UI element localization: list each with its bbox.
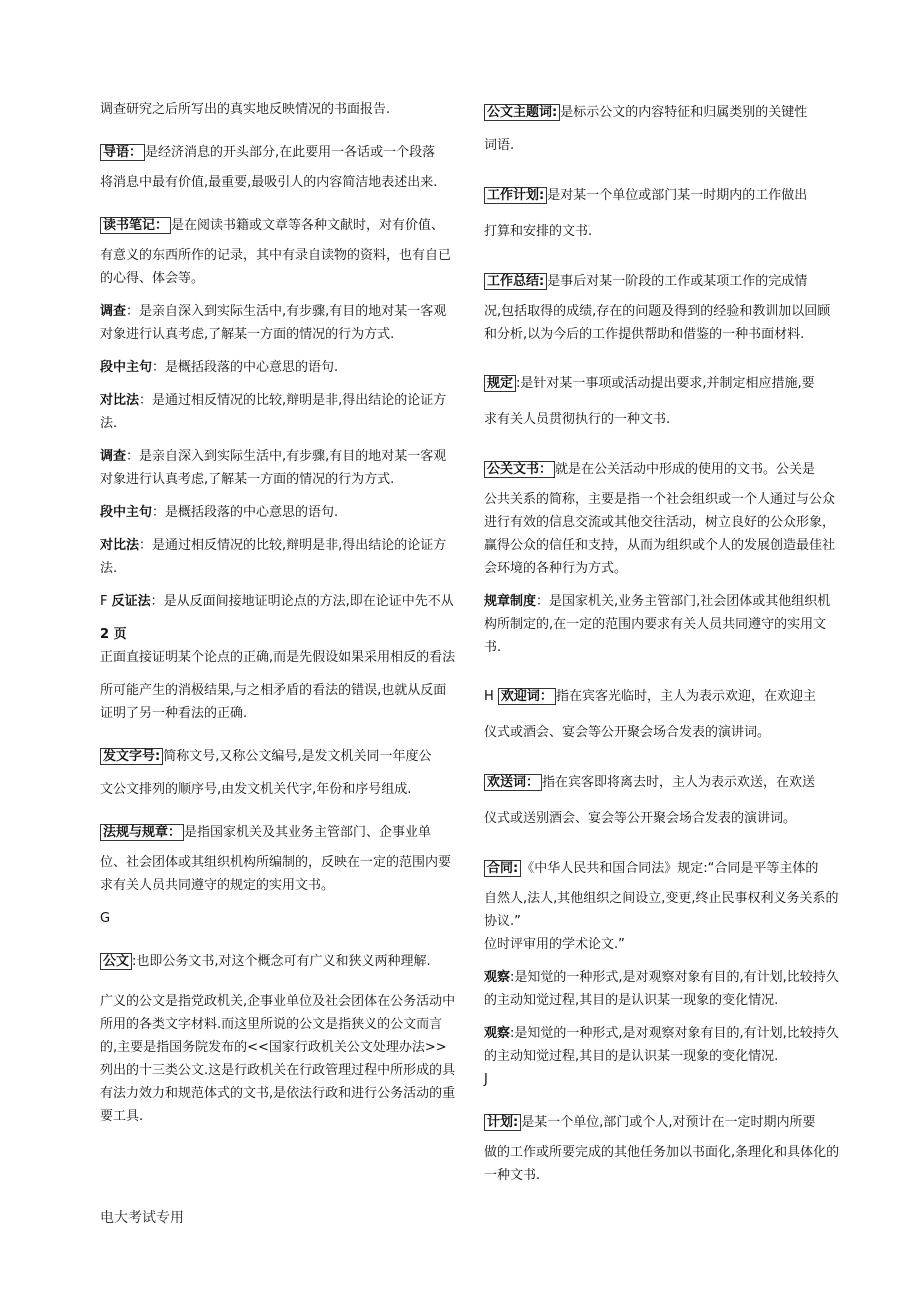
term-guizhang: 规章制度: [484, 594, 537, 609]
fawen-line1: 简称文号,又称公文编号,是发文机关同一年度公: [163, 749, 432, 764]
huanying-line1: 指在宾客光临时，主人为表示欢迎，在欢迎主: [555, 689, 816, 704]
jihua-line2: 打算和安排的文书.: [484, 224, 593, 239]
section-letter-f: F: [100, 594, 112, 609]
jihua-line1: 是对某一个单位或部门某一时期内的工作做出: [547, 188, 808, 203]
term-diaocha-1: 调查: [100, 304, 127, 319]
duanzhong1-text: ：是概括段落的中心意思的语句.: [152, 360, 339, 375]
entry-gongwen: [100, 944, 456, 980]
entry-diaocha-2: [100, 445, 456, 491]
page-footer: 电大考试专用: [100, 1210, 184, 1226]
section-letter-j: J: [484, 1072, 488, 1087]
guizhang-text: ：是国家机关,业务主管部门,社会团体或其他组织机构所制定的,在一定的范围内要求有关人员共同遵守的实用文书.: [484, 594, 831, 655]
term-jihua: 工作计划:: [484, 187, 547, 204]
term-duanzhong-2: 段中主句: [100, 505, 153, 520]
fawen-cont: [100, 775, 456, 805]
gongwen-line1: :也即公务文书,对这个概念可有广义和狭义两种理解.: [132, 954, 431, 969]
dushu-line1: 是在阅读书籍或文章等各种文献时，对有价值、: [171, 218, 445, 233]
gongguan-line1: 就是在公关活动中形成的使用的文书。公关是: [555, 462, 816, 477]
section-letter-h: H: [484, 689, 498, 704]
term-fawen: 发文字号:: [100, 748, 163, 765]
guiding-cont: [484, 402, 840, 438]
term-gongguan: 公关文书：: [484, 461, 555, 478]
term-huanying: 欢迎词：: [498, 688, 556, 705]
entry-duanzhong-1: [100, 356, 456, 379]
huansong-line2: 仪式或送别酒会、宴会等公开聚会场合发表的演讲词。: [484, 811, 797, 826]
jh-cont: [484, 1141, 840, 1187]
huansong-cont: [484, 801, 840, 837]
jh-line1: 是某一个单位,部门或个人,对预计在一定时期内所要: [521, 1115, 816, 1130]
entry-diaocha-1: [100, 300, 456, 346]
intro-text: 调查研究之后所写出的真实地反映情况的书面报告.: [100, 102, 391, 117]
term-hetong: 合同:: [484, 860, 521, 877]
term-duibi-2: 对比法: [100, 538, 140, 553]
page-marker: 2 页: [100, 627, 127, 642]
term-dushu: 读书笔记：: [100, 217, 171, 234]
fanzheng-cont-2: [100, 679, 456, 725]
term-guancha-2: 观察: [484, 1026, 511, 1041]
duibi2-text: ：是通过相反情况的比较,辩明是非,得出结论的论证方法.: [100, 538, 447, 576]
entry-huansong: [484, 765, 840, 801]
fawen-line2: 文公文排列的顺序号,由发文机关代字,年份和序号组成.: [100, 782, 412, 797]
jh-line2: 做的工作或所要完成的其他任务加以书面化,条理化和具体化的一种文书.: [484, 1145, 840, 1183]
entry-guancha-2: [484, 1022, 840, 1068]
dushu-cont: [100, 244, 456, 290]
entry-guizhang: [484, 590, 840, 659]
gongwen-line2: 广义的公文是指党政机关,企事业单位及社会团体在公务活动中所用的各类文字材料.而这里所说的公文是指狭义的公文而言的,主要是指国务院发布的<<国家行政机关公文处理办法>>列出的十三类公文.这是行政机关在行政管理过程中所形成的具有法力效力和规范体式的文书,是依法行政和进行公务活动的重要工具.: [100, 994, 456, 1124]
entry-zongjie: [484, 264, 840, 300]
gongwen-cont: [100, 990, 456, 1128]
entry-jihua: [484, 178, 840, 214]
zhuti-cont: [484, 128, 840, 164]
hetong-cont: [484, 887, 840, 933]
entry-jh: [484, 1105, 840, 1141]
intro-paragraph: [100, 98, 456, 121]
term-zongjie: 工作总结:: [484, 273, 547, 290]
term-jh: 计划:: [484, 1114, 521, 1131]
zongjie-line2: 况,包括取得的成绩,存在的问题及得到的经验和教训加以回顾和分析,以为今后的工作提供帮助和借鉴的一种书面材料.: [484, 304, 831, 342]
fagui-line1: 是指国家机关及其业务主管部门、企事业单: [184, 825, 432, 840]
entry-dushu: [100, 208, 456, 244]
term-guiding: 规定: [484, 375, 516, 392]
entry-zhuti: [484, 98, 840, 128]
hetong-line2: 自然人,法人,其他组织之间设立,变更,终止民事权利义务关系的协议.”: [484, 891, 839, 929]
daoyu-line1: 是经济消息的开头部分,在此要用一各话或一个段落: [145, 145, 436, 160]
term-huansong: 欢送词：: [484, 774, 542, 791]
duanzhong2-text: ：是概括段落的中心意思的语句.: [152, 505, 339, 520]
jihua-cont: [484, 214, 840, 250]
term-diaocha-2: 调查: [100, 449, 127, 464]
entry-guancha-1: [484, 966, 840, 1012]
entry-daoyu: [100, 135, 456, 171]
guiding-line2: 求有关人员贯彻执行的一种文书.: [484, 412, 671, 427]
guancha2-text: :是知觉的一种形式,是对观察对象有目的,有计划,比较持久的主动知觉过程,其目的是认识某一现象的变化情况.: [484, 1026, 839, 1064]
fagui-cont: [100, 851, 456, 897]
entry-gongguan: [484, 452, 840, 488]
pingshen-line: [484, 933, 840, 956]
pingshen-text: 位时评审用的学术论文.”: [484, 937, 625, 952]
right-column: [484, 98, 840, 1187]
huansong-line1: 指在宾客即将离去时，主人为表示欢送，在欢送: [542, 775, 816, 790]
term-guancha-1: 观察: [484, 970, 511, 985]
fanzheng-cont1-text: 正面直接证明某个论点的正确,而是先假设如果采用相反的看法: [100, 650, 456, 665]
entry-duibi-1: [100, 389, 456, 435]
term-daoyu: 导语：: [100, 144, 145, 161]
zongjie-cont: [484, 300, 840, 346]
term-gongwen: 公文: [100, 953, 132, 970]
entry-hetong: [484, 851, 840, 887]
entry-fagui: [100, 815, 456, 851]
entry-fawen: [100, 739, 456, 775]
entry-duibi-2: [100, 534, 456, 580]
guancha1-text: :是知觉的一种形式,是对观察对象有目的,有计划,比较持久的主动知觉过程,其目的是认识某一现象的变化情况.: [484, 970, 839, 1008]
diaocha2-text: ：是亲自深入到实际生活中,有步骤,有目的地对某一客观对象进行认真考虑,了解某一方面的情况的行为方式.: [100, 449, 447, 487]
term-fanzheng: 反证法: [111, 594, 151, 609]
section-letter-g: G: [100, 911, 111, 926]
zongjie-line1: 是事后对某一阶段的工作或某项工作的完成情: [547, 274, 808, 289]
gongguan-line2: 公共关系的简称，主要是指一个社会组织或一个人通过与公众进行有效的信息交流或其他交往活动，树立良好的公众形象，赢得公众的信任和支持，从而为组织或个人的发展创造最佳社会环境的各种行为方式。: [484, 492, 836, 576]
zhuti-line1: 是标示公文的内容特征和归属类别的关键性: [560, 105, 808, 120]
fagui-line2: 位、社会团体或其组织机构所编制的，反映在一定的范围内要求有关人员共同遵守的规定的实用文书。: [100, 855, 452, 893]
term-duanzhong-1: 段中主句: [100, 360, 153, 375]
hetong-line1: 《中华人民共和国合同法》规定:“合同是平等主体的: [521, 861, 819, 876]
entry-huanying: [484, 679, 840, 715]
entry-duanzhong-2: [100, 501, 456, 524]
daoyu-line2: 将消息中最有价值,最重要,最吸引人的内容简洁地表述出来.: [100, 175, 438, 190]
fanzheng-cont-1: [100, 646, 456, 669]
daoyu-cont: [100, 171, 456, 194]
huanying-cont: [484, 715, 840, 751]
huanying-line2: 仪式或酒会、宴会等公开聚会场合发表的演讲词。: [484, 725, 771, 740]
entry-fanzheng: [100, 590, 456, 613]
fanzheng-text: ：是从反面间接地证明论点的方法,即在论证中先不从: [150, 594, 454, 609]
term-fagui: 法规与规章：: [100, 824, 184, 841]
term-zhuti: 公文主题词:: [484, 104, 560, 121]
zhuti-line2: 词语.: [484, 138, 515, 153]
diaocha1-text: ：是亲自深入到实际生活中,有步骤,有目的地对某一客观对象进行认真考虑,了解某一方面的情况的行为方式.: [100, 304, 447, 342]
entry-guiding: [484, 366, 840, 402]
fanzheng-cont2-text: 所可能产生的消极结果,与之相矛盾的看法的错误,也就从反面证明了另一种看法的正确.: [100, 683, 447, 721]
dushu-line2: 有意义的东西所作的记录，其中有录自读物的资料，也有自已的心得、体会等。: [100, 248, 452, 286]
gongguan-cont: [484, 488, 840, 580]
guiding-line1: :是针对某一事项或活动提出要求,并制定相应措施,要: [516, 376, 815, 391]
left-column: [100, 98, 456, 1128]
term-duibi-1: 对比法: [100, 393, 140, 408]
duibi1-text: ：是通过相反情况的比较,辩明是非,得出结论的论证方法.: [100, 393, 447, 431]
